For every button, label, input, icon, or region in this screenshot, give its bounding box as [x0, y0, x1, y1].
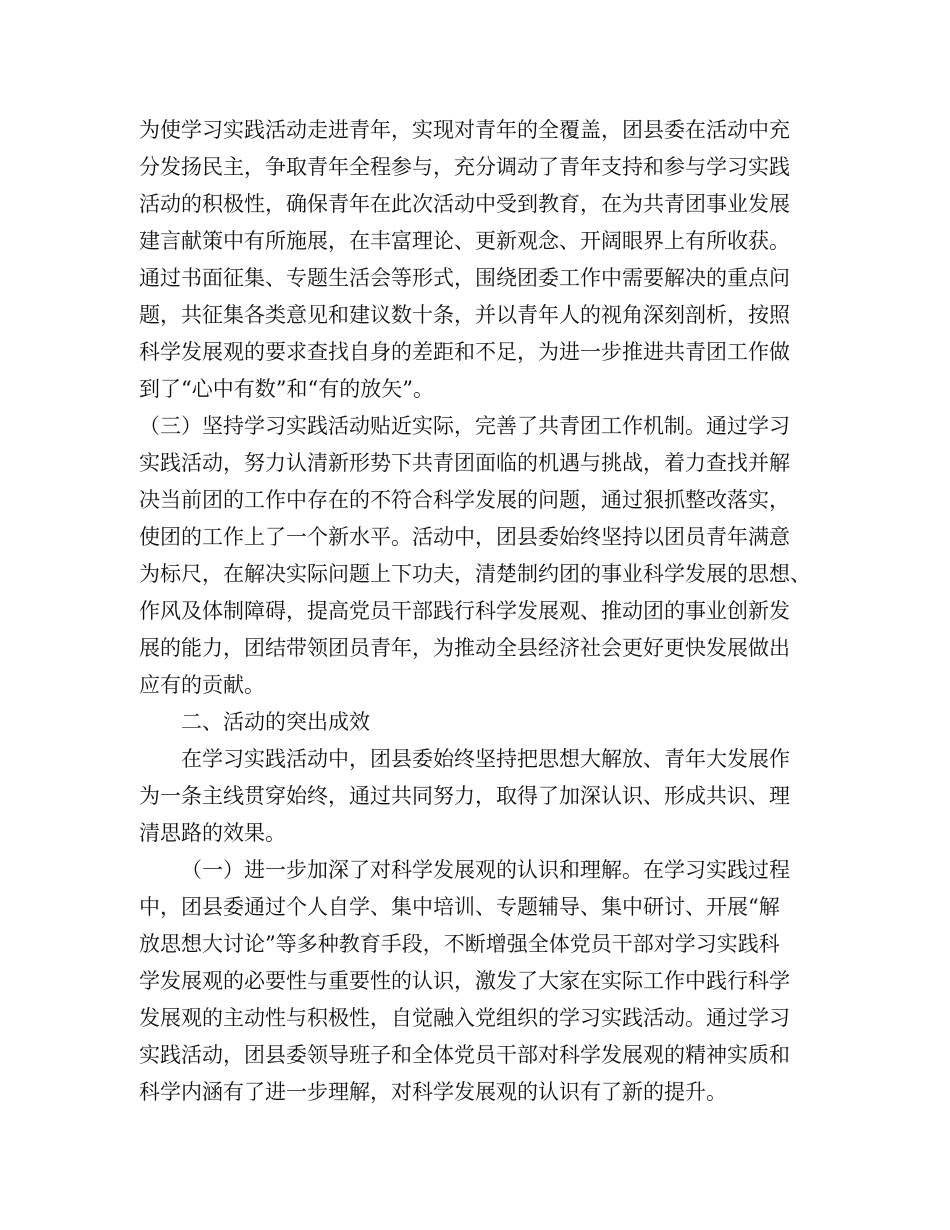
text-line: 科学内涵有了进一步理解，对科学发展观的认识有了新的提升。: [139, 1080, 727, 1104]
text-line: 中，团县委通过个人自学、集中培训、专题辅导、集中研讨、开展“解: [139, 895, 780, 919]
text-line: （一）进一步加深了对科学发展观的认识和理解。在学习实践过程: [181, 858, 790, 882]
text-line: 分发扬民主，争取青年全程参与，充分调动了青年支持和参与学习实践: [139, 155, 790, 179]
text-line: 活动的积极性，确保青年在此次活动中受到教育，在为共青团事业发展: [139, 192, 790, 216]
text-line: 通过书面征集、专题生活会等形式，围绕团委工作中需要解决的重点问: [139, 266, 790, 290]
text-line: 应有的贡献。: [139, 673, 265, 697]
text-line: 作风及体制障碍，提高党员干部践行科学发展观、推动团的事业创新发: [139, 599, 790, 623]
text-line: 到了“心中有数”和“有的放矢”。: [139, 377, 434, 401]
text-line: 建言献策中有所施展，在丰富理论、更新观念、开阔眼界上有所收获。: [139, 229, 790, 253]
text-line: 在学习实践活动中，团县委始终坚持把思想大解放、青年大发展作: [181, 747, 790, 771]
text-line: 发展观的主动性与积极性，自觉融入党组织的学习实践活动。通过学习: [139, 1006, 790, 1030]
text-line: 题，共征集各类意见和建议数十条，并以青年人的视角深刻剖析，按照: [139, 303, 790, 327]
text-line: 为标尺，在解决实际问题上下功夫，清楚制约团的事业科学发展的思想、: [139, 562, 811, 586]
text-line: 实践活动，努力认清新形势下共青团面临的机遇与挑战，着力查找并解: [139, 451, 790, 475]
text-line: 科学发展观的要求查找自身的差距和不足，为进一步推进共青团工作做: [139, 340, 790, 364]
text-line: 为一条主线贯穿始终，通过共同努力，取得了加深认识、形成共识、理: [139, 784, 790, 808]
text-line: 学发展观的必要性与重要性的认识，激发了大家在实际工作中践行科学: [139, 969, 790, 993]
document-body: [139, 112, 829, 1111]
text-line: 二、活动的突出成效: [181, 710, 370, 734]
text-line: 使团的工作上了一个新水平。活动中，团县委始终坚持以团员青年满意: [139, 525, 790, 549]
text-line: 为使学习实践活动走进青年，实现对青年的全覆盖，团县委在活动中充: [139, 118, 790, 142]
text-line: 展的能力，团结带领团员青年，为推动全县经济社会更好更快发展做出: [139, 636, 790, 660]
text-line: 实践活动，团县委领导班子和全体党员干部对科学发展观的精神实质和: [139, 1043, 790, 1067]
text-line: 放思想大讨论”等多种教育手段，不断增强全体党员干部对学习实践科: [139, 932, 780, 956]
text-line: （三）坚持学习实践活动贴近实际，完善了共青团工作机制。通过学习: [139, 414, 790, 438]
text-line: 清思路的效果。: [139, 821, 286, 845]
text-line: 决当前团的工作中存在的不符合科学发展的问题，通过狠抓整改落实，: [139, 488, 790, 512]
